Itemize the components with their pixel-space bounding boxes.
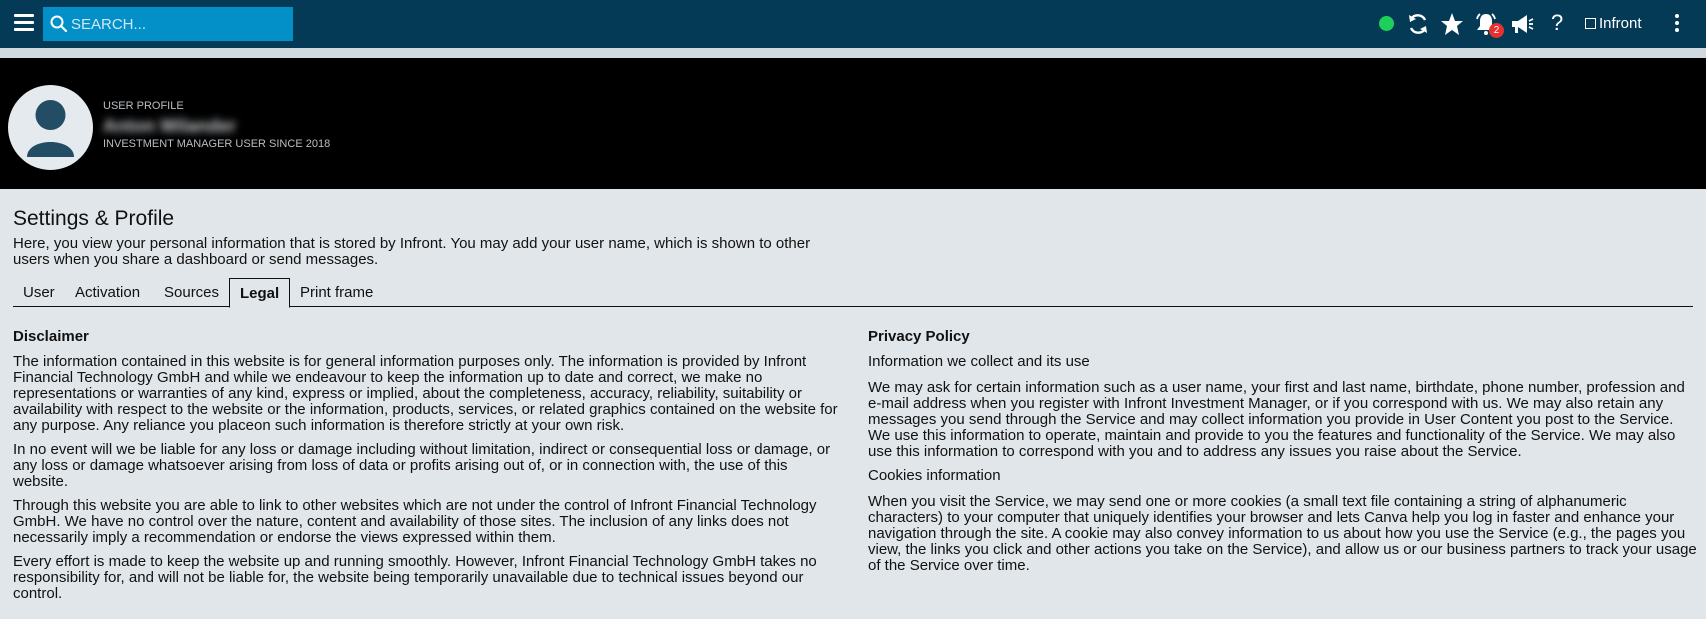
brand-link[interactable]	[1585, 15, 1642, 32]
profile-banner	[0, 58, 1706, 189]
disclaimer-paragraph: In no event will we be liable for any loss or damage including without limitation, indirect or consequential loss or damage, or any loss or damage whatsoever arising from loss of data or profits arising out of, or in connection with, the use of this website.	[13, 441, 831, 490]
tab-legal[interactable]: Legal	[229, 278, 290, 308]
infront-logo-icon	[1585, 18, 1596, 29]
cookies-text: When you visit the Service, we may send one or more cookies (a small text file containing a string of alphanumeric characters) to your computer that uniquely identifies your browser and lets Canva help you log in faster and enhance your navigation through the site. A cookie may also convey information to us about how you use the Service (e.g., the pages you view, the links you click and other actions you take on the Service), and allow us or our business partners to track your usage of the Service over time.	[868, 493, 1697, 574]
settings-tabs	[13, 278, 1693, 307]
top-bar	[0, 0, 1706, 48]
tab-user[interactable]: User	[23, 284, 55, 301]
collect-info-heading: Information we collect and its use	[868, 353, 1090, 370]
tab-print-frame[interactable]: Print frame	[300, 284, 374, 301]
disclaimer-heading: Disclaimer	[13, 328, 89, 345]
privacy-policy-section	[868, 329, 1698, 582]
cookies-heading: Cookies information	[868, 467, 1001, 484]
brand-label: Infront	[1599, 15, 1642, 32]
page-title: Settings & Profile	[13, 207, 175, 230]
refresh-icon[interactable]	[1406, 12, 1430, 36]
search-icon	[50, 15, 68, 33]
profile-name: Anton Wilander	[103, 116, 236, 136]
disclaimer-section	[13, 329, 838, 610]
tab-activation[interactable]: Activation	[75, 284, 141, 301]
page-intro: Here, you view your personal information that is stored by Infront. You may add your user name, which is shown to other users when you share a dashboard or send messages.	[13, 235, 811, 268]
search-input[interactable]	[71, 7, 289, 41]
privacy-heading: Privacy Policy	[868, 328, 970, 345]
disclaimer-paragraph: Through this website you are able to link to other websites which are not under the control of Infront Financial Technology GmbH. We have no control over the nature, content and availability of those sites. The inclusion of any links does not necessarily imply a recommendation or endorse the views expressed within them.	[13, 497, 817, 546]
avatar	[8, 85, 93, 170]
header-divider	[0, 48, 1706, 58]
notification-count-badge: 2	[1489, 23, 1504, 38]
collect-info-text: We may ask for certain information such as a user name, your first and last name, birthdate, phone number, profession and e-mail address when you register with Infront Investment Manager, or if you correspond with us. We may also retain any messages you send through the Service and may collect information you provide in User Content you post to the Service. We use this information to operate, maintain and provide to you the features and functionality of the Service. We may also use this information to correspond with you and to address any issues you raise about the Service.	[868, 379, 1685, 460]
disclaimer-paragraph: Every effort is made to keep the website up and running smoothly. However, Infront Financial Technology GmbH takes no responsibility for, and will not be liable for, the website being temporarily unavailable due to technical issues beyond our control.	[13, 553, 817, 602]
kebab-menu-icon[interactable]	[1675, 14, 1679, 35]
profile-label: USER PROFILE	[103, 100, 184, 112]
tab-sources[interactable]: Sources	[164, 284, 220, 301]
help-icon[interactable]: ?	[1551, 10, 1564, 35]
star-icon[interactable]	[1440, 12, 1464, 36]
search-box[interactable]	[43, 7, 293, 41]
disclaimer-paragraph: The information contained in this website is for general information purposes only. The information is provided by Infront Financial Technology GmbH and while we endeavour to keep the information up to date and correct, we make no representations or warranties of any kind, express or implied, about the completeness, accuracy, reliability, suitability or availability with respect to the website or the information, products, services, or related graphics contained on the website for any purpose. Any reliance you placeon such information is therefore strictly at your own risk.	[13, 353, 838, 434]
user-avatar-icon	[8, 85, 93, 170]
megaphone-icon[interactable]	[1510, 12, 1534, 36]
profile-since: INVESTMENT MANAGER USER SINCE 2018	[103, 138, 331, 150]
connection-status-indicator	[1379, 16, 1394, 31]
menu-icon[interactable]	[14, 14, 34, 32]
